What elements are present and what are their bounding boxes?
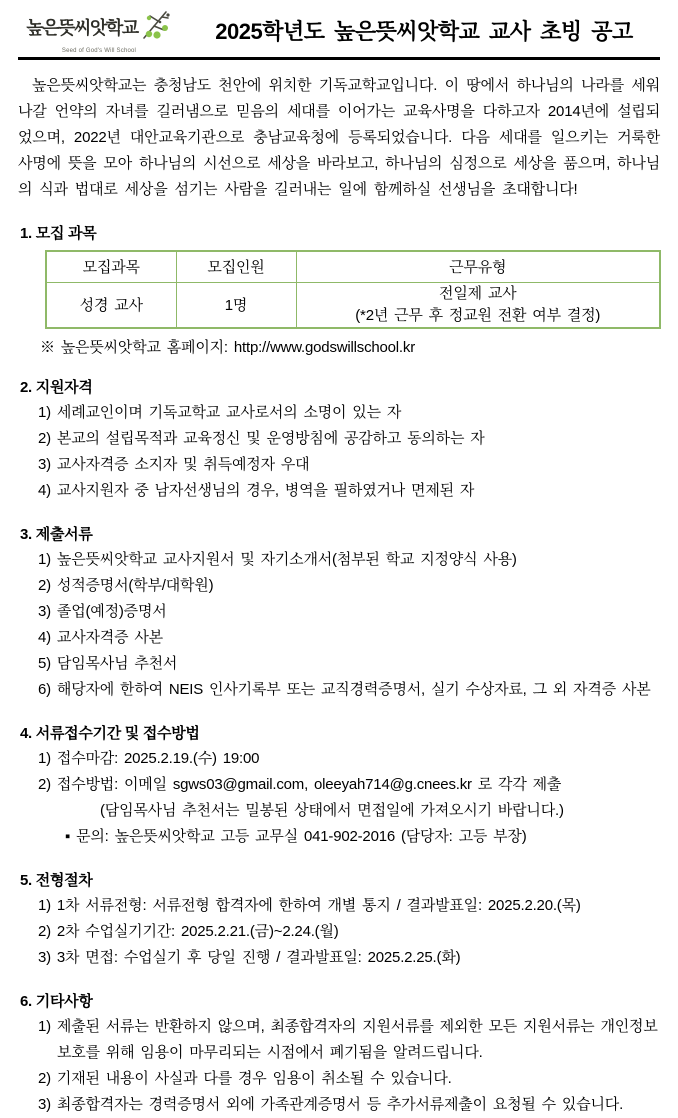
list-item: 1) 접수마감: 2025.2.19.(수) 19:00 <box>38 750 260 767</box>
list-item: 5) 담임목사님 추천서 <box>38 655 178 672</box>
list-item: 2) 본교의 설립목적과 교육정신 및 운영방침에 공감하고 동의하는 자 <box>38 430 485 447</box>
section5-heading: 5. 전형절차 <box>20 872 93 889</box>
section4-heading: 4. 서류접수기간 및 접수방법 <box>20 725 200 742</box>
list-item: 1) 제출된 서류는 반환하지 않으며, 최종합격자의 지원서류를 제외한 모든 지원서류는 개인정보 보호를 위해 임용이 마무리되는 시점에서 폐기됨을 알려드립니다. <box>38 1018 658 1061</box>
section1-heading: 1. 모집 과목 <box>20 225 97 242</box>
list-item: 4) 교사지원자 중 남자선생님의 경우, 병역을 필하였거나 면제된 자 <box>38 482 475 499</box>
col-header-count: 모집인원 <box>176 251 296 282</box>
list-item: 1) 높은뜻씨앗학교 교사지원서 및 자기소개서(첨부된 학교 지정양식 사용) <box>38 551 517 568</box>
list-item: 2) 2차 수업실기기간: 2025.2.21.(금)~2.24.(월) <box>38 923 339 940</box>
section-recruit-subject <box>18 222 660 357</box>
list-item: 1) 1차 서류전형: 서류전형 합격자에 한하여 개별 통지 / 결과발표일: 2025.2.20.(목) <box>38 897 581 914</box>
list-item: 2) 성적증명서(학부/대학원) <box>38 577 214 594</box>
section6-heading: 6. 기타사항 <box>20 993 93 1010</box>
school-logo-text: 높은뜻씨앗학교 <box>26 18 138 38</box>
school-logo-subtitle: Seed of God's Will School <box>61 47 137 54</box>
list-item: 3) 교사자격증 소지자 및 취득예정자 우대 <box>38 456 310 473</box>
section-documents <box>18 523 660 703</box>
list-item: 3) 최종합격자는 경력증명서 외에 가족관계증명서 등 추가서류제출이 요청될 수 있습니다. <box>38 1096 624 1113</box>
homepage-note: ※ 높은뜻씨앗학교 홈페이지: http://www.godswillschool.kr <box>40 339 415 356</box>
section-selection-process <box>18 869 660 971</box>
section-application <box>18 722 660 850</box>
section3-heading: 3. 제출서류 <box>20 526 93 543</box>
list-item: 6) 해당자에 한하여 NEIS 인사기록부 또는 교직경력증명서, 실기 수상자료, 그 외 자격증 사본 <box>38 681 651 698</box>
list-item: 3) 3차 면접: 수업실기 후 당일 진행 / 결과발표일: 2025.2.25.(화) <box>38 949 461 966</box>
section-qualifications <box>18 376 660 504</box>
section2-heading: 2. 지원자격 <box>20 379 93 396</box>
col-header-worktype: 근무유형 <box>296 251 660 282</box>
school-logo <box>18 8 180 54</box>
document-header <box>18 8 660 60</box>
list-item: 3) 졸업(예정)증명서 <box>38 603 167 620</box>
cell-subject: 성경 교사 <box>46 282 176 328</box>
table-header-row <box>46 251 660 282</box>
page-title: 2025학년도 높은뜻씨앗학교 교사 초빙 공고 <box>215 19 633 44</box>
sealed-letter-note: (담임목사님 추천서는 밀봉된 상태에서 면접일에 가져오시기 바랍니다.) <box>100 802 564 819</box>
table-row <box>46 282 660 328</box>
col-header-subject: 모집과목 <box>46 251 176 282</box>
branch-seeds-icon <box>140 8 172 47</box>
worktype-line2: (*2년 근무 후 정교원 전환 여부 결정) <box>355 306 601 324</box>
list-item: 2) 접수방법: 이메일 sgws03@gmail.com, oleeyah714@g.cnees.kr 로 각각 제출 <box>38 776 562 793</box>
worktype-line1: 전일제 교사 <box>439 284 517 302</box>
recruit-table <box>45 250 661 329</box>
list-item: 2) 기재된 내용이 사실과 다를 경우 임용이 취소될 수 있습니다. <box>38 1070 452 1087</box>
cell-count: 1명 <box>176 282 296 328</box>
list-item: 4) 교사자격증 사본 <box>38 629 163 646</box>
section-miscellaneous <box>18 990 660 1118</box>
contact-info: ▪ 문의: 높은뜻씨앗학교 고등 교무실 041-902-2016 (담당자: 고등 부장) <box>65 828 527 845</box>
list-item: 1) 세례교인이며 기독교학교 교사로서의 소명이 있는 자 <box>38 404 402 421</box>
intro-paragraph: 높은뜻씨앗학교는 충청남도 천안에 위치한 기독교학교입니다. 이 땅에서 하나님의 나라를 세워나갈 언약의 자녀를 길러냄으로 믿음의 세대를 이어가는 교육사명을 다하고자 2014년에 설립되었으며, 2022년 대안교육기관으로 충남교육청에 등록되었습니다. 다음 세대를 일으키는 거룩한 사명에 뜻을 모아 하나님의 시선으로 세상을 바라보고, 하나님의 심정으로 세상을 품으며, 하나님의 식과 법대로 세상을 섬기는 사람을 길러내는 일에 함께하실 선생님을 초대합니다! <box>18 77 660 198</box>
cell-worktype <box>296 282 660 328</box>
